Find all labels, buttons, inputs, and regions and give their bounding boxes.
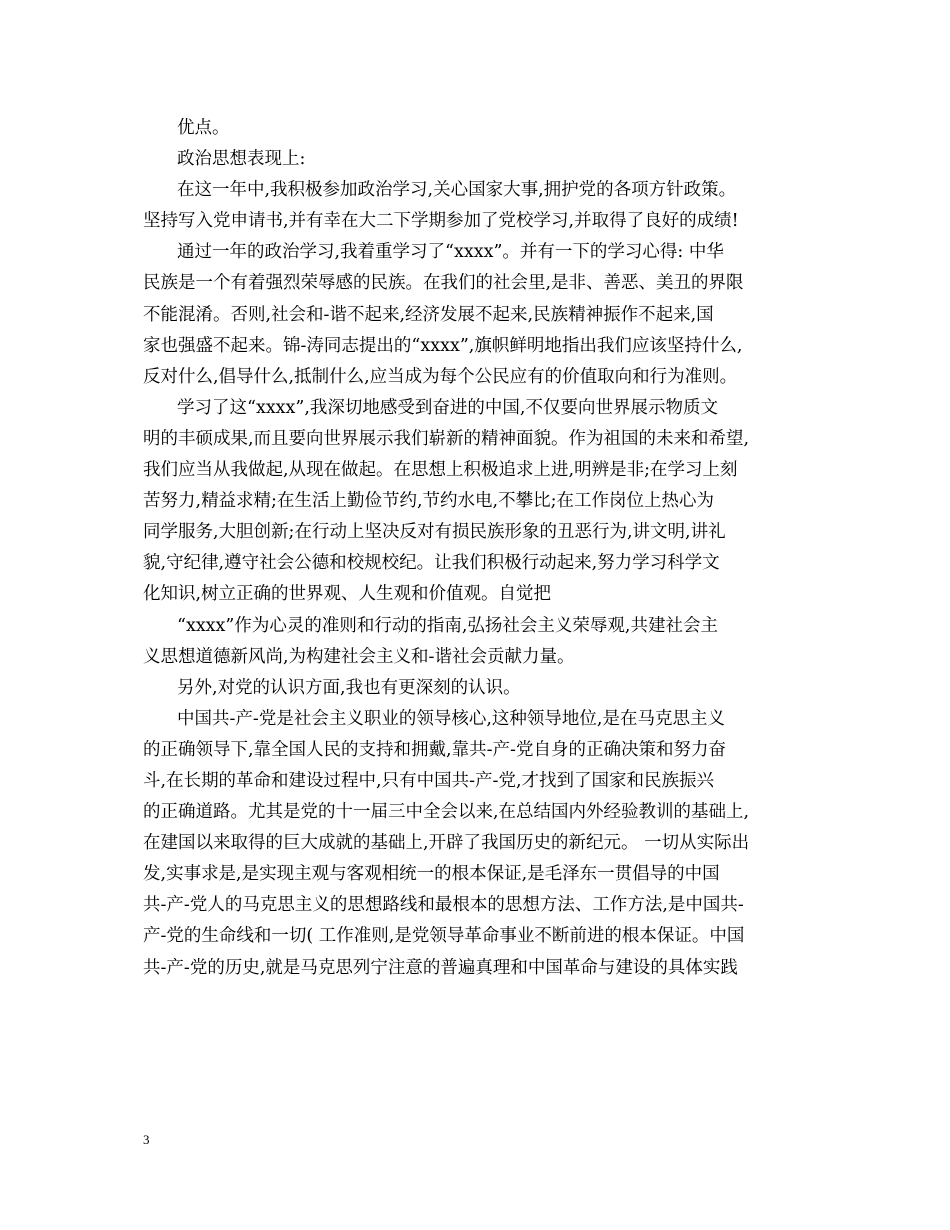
text-line: 的正确道路。尤其是党的十一届三中全会以来,在总结国内外经验教训的基础上, bbox=[143, 802, 750, 823]
text-line: 貌,守纪律,遵守社会公德和校规校纪。让我们积极行动起来,努力学习科学文 bbox=[143, 553, 720, 574]
text-line: 共-产-党人的马克思主义的思想路线和最根本的思想方法、工作方法,是中国共- bbox=[143, 895, 744, 916]
text-line: 通过一年的政治学习,我着重学习了“xxxx”。并有一下的学习心得: 中华 bbox=[177, 242, 724, 263]
text-line: 优点。 bbox=[177, 118, 230, 138]
text-line: 义思想道德新风尚,为构建社会主义和-谐社会贡献力量。 bbox=[143, 646, 575, 667]
text-line: 斗,在长期的革命和建设过程中,只有中国共-产-党,才找到了国家和民族振兴 bbox=[143, 770, 715, 791]
text-line: 化知识,树立正确的世界观、人生观和价值观。自觉把 bbox=[143, 584, 552, 605]
page-number: 3 bbox=[143, 1132, 150, 1147]
text-line: 另外,对党的认识方面,我也有更深刻的认识。 bbox=[177, 677, 521, 698]
text-line: 家也强盛不起来。锦-涛同志提出的“xxxx”,旗帜鲜明地指出我们应该坚持什么, bbox=[143, 335, 743, 356]
text-line: 政治思想表现上: bbox=[177, 149, 306, 170]
text-line: 我们应当从我做起,从现在做起。在思想上积极追求上进,明辨是非;在学习上刻 bbox=[143, 460, 738, 481]
text-line: 坚持写入党申请书,并有幸在大二下学期参加了党校学习,并取得了良好的成绩! bbox=[143, 211, 739, 232]
text-line: 发,实事求是,是实现主观与客观相统一的根本保证,是毛泽东一贯倡导的中国 bbox=[143, 864, 720, 885]
text-line: 不能混淆。否则,社会和-谐不起来,经济发展不起来,民族精神振作不起来,国 bbox=[143, 304, 714, 325]
text-line: “xxxx”作为心灵的准则和行动的指南,弘扬社会主义荣辱观,共建社会主 bbox=[177, 615, 718, 636]
text-line: 中国共-产-党是社会主义职业的领导核心,这种领导地位,是在马克思主义 bbox=[177, 708, 725, 729]
text-line: 在建国以来取得的巨大成就的基础上,开辟了我国历史的新纪元。 一切从实际出 bbox=[143, 833, 750, 854]
text-line: 在这一年中,我积极参加政治学习,关心国家大事,拥护党的各项方针政策。 bbox=[177, 180, 737, 201]
text-line: 明的丰硕成果,而且要向世界展示我们崭新的精神面貌。作为祖国的未来和希望, bbox=[143, 428, 750, 449]
text-line: 反对什么,倡导什么,抵制什么,应当成为每个公民应有的价值取向和行为准则。 bbox=[143, 366, 738, 387]
text-line: 民族是一个有着强烈荣辱感的民族。在我们的社会里,是非、善恶、美丑的界限 bbox=[143, 273, 744, 294]
text-line: 学习了这“xxxx”,我深切地感受到奋进的中国,不仅要向世界展示物质文 bbox=[177, 397, 718, 418]
text-line: 同学服务,大胆创新;在行动上坚决反对有损民族形象的丑恶行为,讲文明,讲礼 bbox=[143, 522, 726, 543]
text-line: 产-党的生命线和一切( 工作准则,是党领导革命事业不断前进的根本保证。中国 bbox=[143, 926, 745, 947]
text-line: 共-产-党的历史,就是马克思列宁注意的普遍真理和中国革命与建设的具体实践 bbox=[143, 957, 738, 978]
document-body bbox=[143, 113, 823, 984]
text-line: 苦努力,精益求精;在生活上勤俭节约,节约水电,不攀比;在工作岗位上热心为 bbox=[143, 491, 714, 512]
text-line: 的正确领导下,靠全国人民的支持和拥戴,靠共-产-党自身的正确决策和努力奋 bbox=[143, 739, 726, 760]
